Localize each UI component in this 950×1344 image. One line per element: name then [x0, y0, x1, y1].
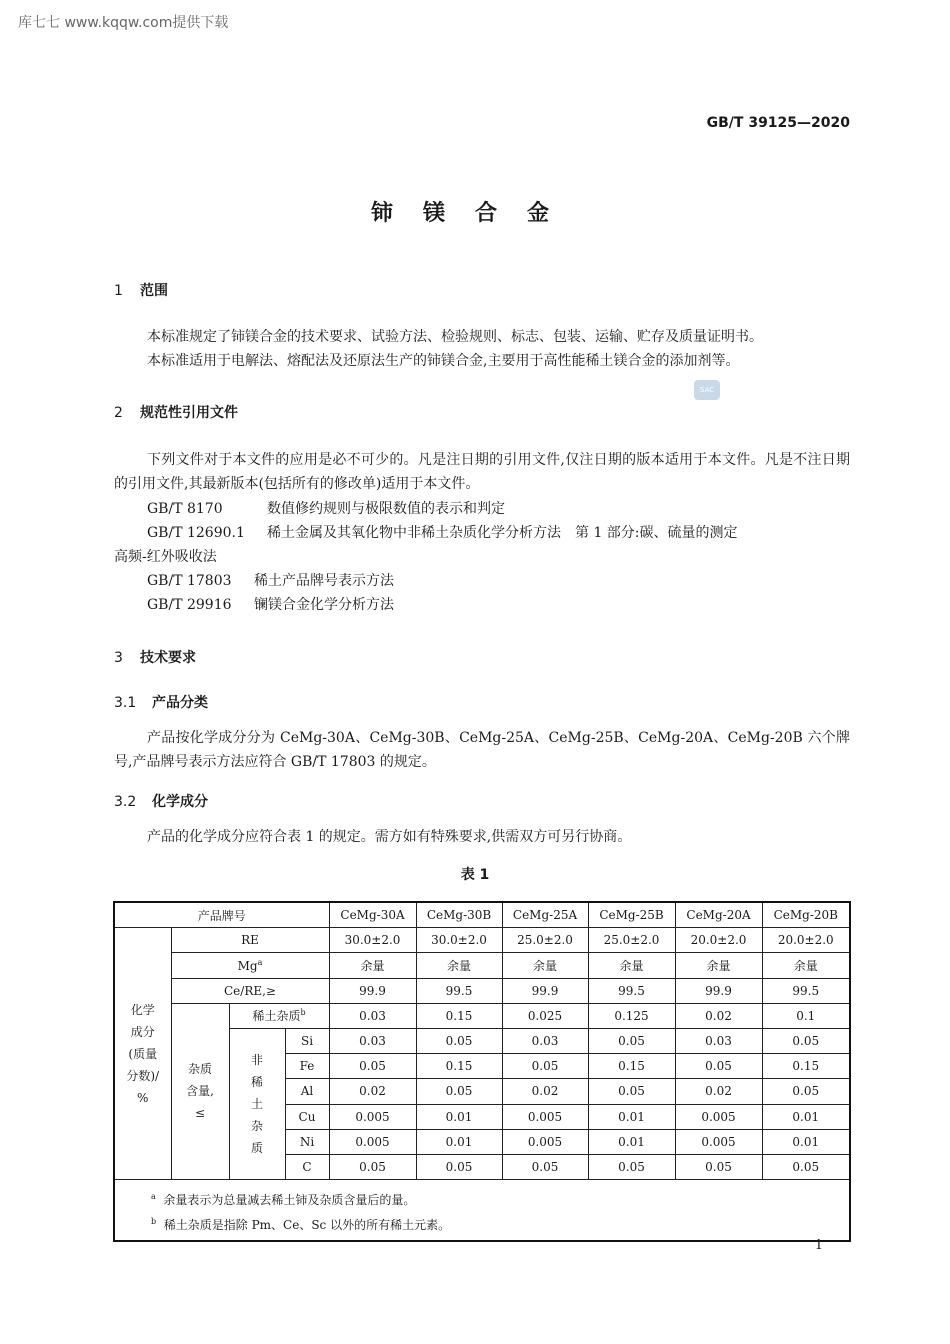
composition-group-label	[114, 928, 171, 1180]
value-cell: 0.025	[502, 1003, 588, 1028]
value-cell: 0.005	[675, 1104, 762, 1129]
section-number: 2	[114, 405, 123, 421]
value-cell: 0.05	[416, 1154, 502, 1179]
value-cell: 0.05	[762, 1154, 850, 1179]
label-line: 质	[250, 1141, 263, 1155]
label-line: 非	[250, 1053, 263, 1067]
label-line: ≤	[194, 1106, 206, 1121]
value-cell: 余量	[675, 953, 762, 978]
label-line: 化学	[130, 1002, 155, 1017]
section-2-heading	[114, 402, 238, 422]
value-cell: 0.15	[416, 1003, 502, 1028]
value-cell: 0.01	[588, 1104, 675, 1129]
table-header-row	[114, 902, 850, 928]
value-cell: 0.15	[416, 1054, 502, 1079]
footnote-mark: a	[151, 1192, 156, 1202]
label-line: 杂质	[187, 1062, 212, 1077]
value-cell: 0.15	[762, 1054, 850, 1079]
value-cell: 0.02	[675, 1079, 762, 1104]
value-cell: 25.0±2.0	[502, 928, 588, 953]
scope-paragraph-1: 本标准规定了铈镁合金的技术要求、试验方法、检验规则、标志、包装、运输、贮存及质量证明书。	[147, 329, 763, 345]
table-row	[114, 1003, 850, 1028]
section-number: 1	[114, 283, 123, 299]
note-text: 余量表示为总量减去稀土铈及杂质含量后的量。	[163, 1193, 416, 1208]
value-cell: 99.5	[416, 978, 502, 1003]
composition-table	[113, 901, 851, 1242]
row-label: RE	[171, 928, 329, 953]
grade-cell: CeMg-25A	[502, 902, 588, 928]
value-cell: 余量	[588, 953, 675, 978]
table-note	[151, 1186, 849, 1211]
value-cell: 0.005	[675, 1129, 762, 1154]
value-cell: 0.05	[502, 1054, 588, 1079]
row-label-text: Mg	[237, 958, 258, 973]
page-number: 1	[814, 1238, 823, 1253]
value-cell: 0.05	[416, 1028, 502, 1053]
reference-code: GB/T 8170	[147, 501, 223, 517]
value-cell: 0.1	[762, 1003, 850, 1028]
value-cell: 0.05	[588, 1079, 675, 1104]
row-label: Si	[285, 1028, 329, 1053]
value-cell: 99.5	[762, 978, 850, 1003]
section-1-heading	[114, 280, 168, 300]
value-cell: 0.02	[329, 1079, 416, 1104]
table-note	[151, 1211, 849, 1236]
value-cell: 20.0±2.0	[675, 928, 762, 953]
value-cell: 0.05	[762, 1079, 850, 1104]
label-line: 成分	[130, 1024, 155, 1039]
section-3-heading	[114, 647, 196, 667]
reference-code: GB/T 12690.1	[147, 525, 245, 541]
value-cell: 0.05	[329, 1154, 416, 1179]
value-cell: 0.05	[502, 1154, 588, 1179]
label-line: 分数)/	[126, 1068, 160, 1083]
value-cell: 99.5	[588, 978, 675, 1003]
section-title: 范围	[140, 283, 168, 299]
row-label	[171, 953, 329, 978]
value-cell: 0.02	[675, 1003, 762, 1028]
reference-item	[147, 497, 505, 521]
standard-number: GB/T 39125—2020	[706, 115, 850, 131]
value-cell: 余量	[502, 953, 588, 978]
value-cell: 0.125	[588, 1003, 675, 1028]
value-cell: 99.9	[329, 978, 416, 1003]
row-label: Ce/RE,≥	[171, 978, 329, 1003]
row-label: Ni	[285, 1129, 329, 1154]
table-notes-row	[114, 1180, 850, 1242]
value-cell: 0.05	[416, 1079, 502, 1104]
value-cell: 99.9	[675, 978, 762, 1003]
value-cell: 0.02	[502, 1079, 588, 1104]
table-row	[114, 928, 850, 953]
value-cell: 0.03	[329, 1003, 416, 1028]
label-line: %	[137, 1090, 149, 1105]
sac-stamp: SAC	[694, 380, 720, 400]
table-notes	[114, 1180, 850, 1242]
document-title: 铈镁合金	[370, 201, 579, 226]
value-cell: 0.005	[502, 1129, 588, 1154]
reference-code: GB/T 29916	[147, 597, 232, 613]
non-rare-earth-label	[229, 1028, 285, 1179]
table-caption: 表 1	[460, 867, 490, 883]
scope-paragraph-2: 本标准适用于电解法、熔配法及还原法生产的铈镁合金,主要用于高性能稀土镁合金的添加剂等。	[147, 353, 740, 369]
row-label: Fe	[285, 1054, 329, 1079]
footnote-mark: b	[151, 1217, 157, 1227]
grade-header-label: 产品牌号	[114, 902, 329, 928]
reference-item	[147, 569, 394, 593]
value-cell: 0.05	[675, 1054, 762, 1079]
reference-name: 数值修约规则与极限数值的表示和判定	[267, 501, 505, 517]
section-3-2-heading	[114, 791, 208, 811]
download-watermark: 库七七 www.kqqw.com提供下载	[18, 15, 229, 31]
value-cell: 0.03	[675, 1028, 762, 1053]
reference-item	[147, 521, 738, 545]
section-title: 技术要求	[140, 650, 196, 666]
value-cell: 余量	[416, 953, 502, 978]
value-cell: 0.01	[416, 1129, 502, 1154]
section-number: 3.2	[114, 794, 137, 810]
reference-continuation: 高频-红外吸收法	[114, 549, 217, 565]
label-line: (质量	[128, 1046, 158, 1061]
section-title: 规范性引用文件	[140, 405, 238, 421]
value-cell: 0.05	[588, 1154, 675, 1179]
value-cell: 0.01	[588, 1129, 675, 1154]
value-cell: 0.03	[329, 1028, 416, 1053]
value-cell: 0.01	[762, 1104, 850, 1129]
row-label: C	[285, 1154, 329, 1179]
note-text: 稀土杂质是指除 Pm、Ce、Sc 以外的所有稀土元素。	[163, 1218, 451, 1233]
value-cell: 99.9	[502, 978, 588, 1003]
value-cell: 20.0±2.0	[762, 928, 850, 953]
label-line: 土	[250, 1097, 263, 1111]
value-cell: 0.03	[502, 1028, 588, 1053]
reference-item	[147, 593, 394, 617]
reference-name: 镧镁合金化学分析方法	[254, 597, 394, 613]
row-label-text: 稀土杂质	[252, 1009, 301, 1024]
reference-code: GB/T 17803	[147, 573, 232, 589]
footnote-mark: b	[300, 1008, 306, 1018]
references-intro: 下列文件对于本文件的应用是必不可少的。凡是注日期的引用文件,仅注日期的版本适用于本文件。凡是不注日期的引用文件,其最新版本(包括所有的修改单)适用于本文件。	[114, 452, 850, 492]
grade-cell: CeMg-20A	[675, 902, 762, 928]
grade-cell: CeMg-25B	[588, 902, 675, 928]
grade-cell: CeMg-30B	[416, 902, 502, 928]
label-line: 稀	[250, 1075, 263, 1089]
grade-cell: CeMg-30A	[329, 902, 416, 928]
value-cell: 0.01	[416, 1104, 502, 1129]
reference-name: 稀土金属及其氧化物中非稀土杂质化学分析方法 第 1 部分:碳、硫量的测定	[267, 525, 738, 541]
value-cell: 余量	[762, 953, 850, 978]
label-line: 杂	[250, 1119, 263, 1133]
value-cell: 0.01	[762, 1129, 850, 1154]
classification-paragraph: 产品按化学成分分为 CeMg-30A、CeMg-30B、CeMg-25A、CeMg-25B、CeMg-20A、CeMg-20B 六个牌号,产品牌号表示方法应符合 GB/T 17803 的规定。	[114, 730, 850, 770]
value-cell: 0.15	[588, 1054, 675, 1079]
value-cell: 30.0±2.0	[416, 928, 502, 953]
value-cell: 0.005	[329, 1104, 416, 1129]
value-cell: 0.05	[329, 1054, 416, 1079]
section-number: 3	[114, 650, 123, 666]
value-cell: 0.05	[762, 1028, 850, 1053]
row-label: Cu	[285, 1104, 329, 1129]
section-title: 化学成分	[152, 794, 208, 810]
row-label	[229, 1003, 329, 1028]
section-number: 3.1	[114, 695, 137, 711]
footnote-mark: a	[257, 957, 263, 967]
value-cell: 余量	[329, 953, 416, 978]
table-row	[114, 953, 850, 978]
grade-cell: CeMg-20B	[762, 902, 850, 928]
composition-paragraph: 产品的化学成分应符合表 1 的规定。需方如有特殊要求,供需双方可另行协商。	[147, 829, 632, 845]
row-label: Al	[285, 1079, 329, 1104]
value-cell: 30.0±2.0	[329, 928, 416, 953]
value-cell: 0.005	[329, 1129, 416, 1154]
value-cell: 0.05	[588, 1028, 675, 1053]
section-3-1-heading	[114, 692, 208, 712]
section-title: 产品分类	[152, 695, 208, 711]
table-row	[114, 978, 850, 1003]
impurity-group-label	[171, 1003, 229, 1179]
value-cell: 25.0±2.0	[588, 928, 675, 953]
value-cell: 0.005	[502, 1104, 588, 1129]
reference-name: 稀土产品牌号表示方法	[254, 573, 394, 589]
label-line: 含量,	[186, 1084, 214, 1099]
value-cell: 0.05	[675, 1154, 762, 1179]
